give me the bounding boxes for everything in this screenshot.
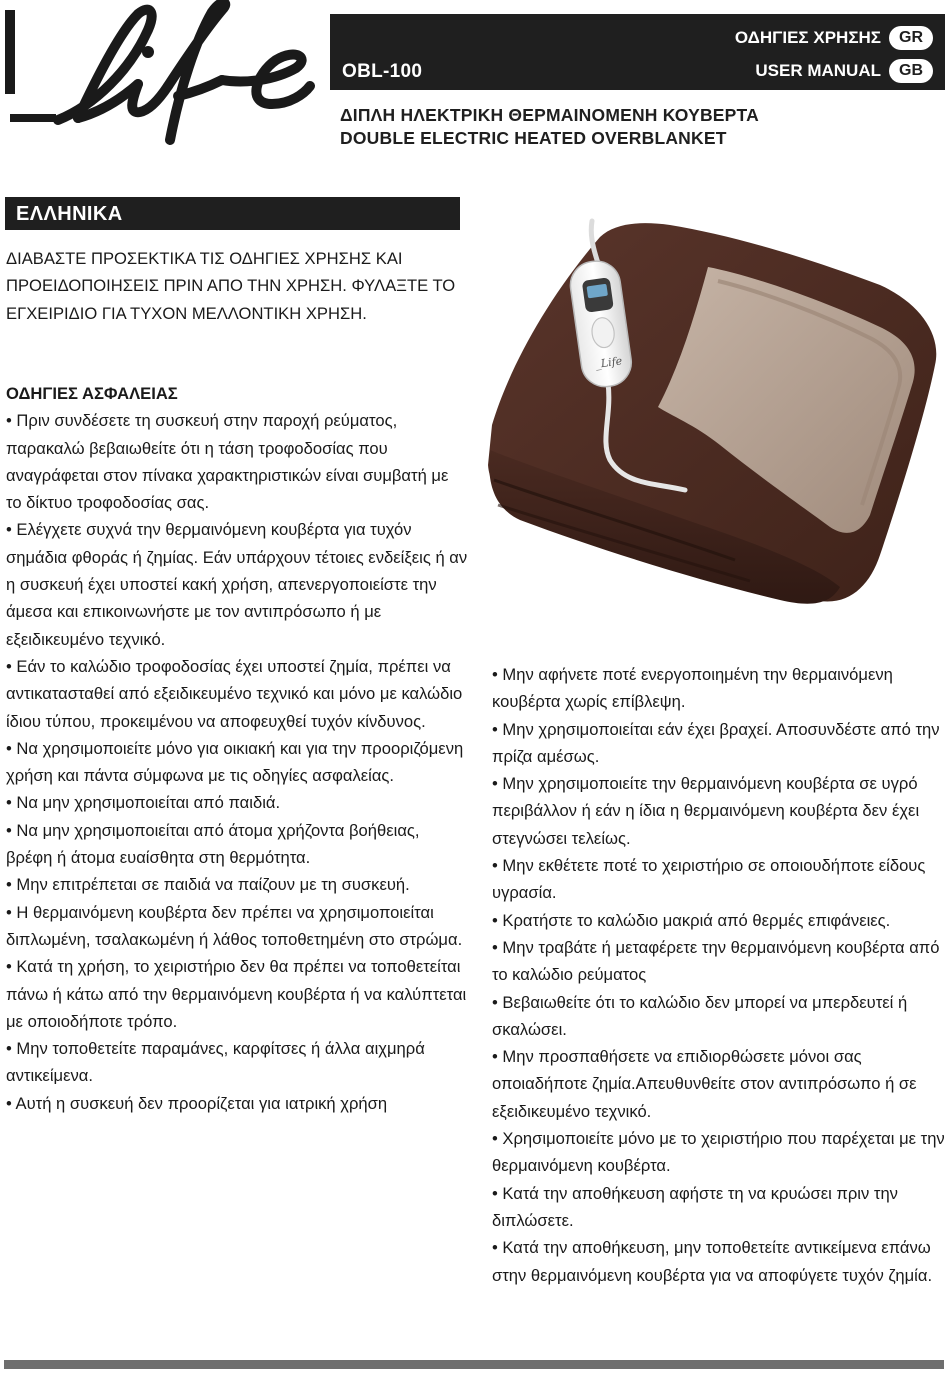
safety-item: • Κρατήστε το καλώδιο μακριά από θερμές επιφάνειες. bbox=[492, 910, 891, 930]
language-label-english: USER MANUAL bbox=[755, 61, 881, 80]
safety-item: • Πριν συνδέσετε τη συσκευή στην παροχή ρεύματος, παρακαλώ βεβαιωθείτε ότι η τάση τροφοδοσίας που αναγράφεται στον πίνακα χαρακτηριστικών είναι συμβατή με το δίκτυο τροφοδοσίας σας. bbox=[6, 411, 449, 513]
language-badge-gb: GB bbox=[889, 59, 933, 83]
safety-item: • Η θερμαινόμενη κουβέρτα δεν πρέπει να χρησιμοποιείται διπλωμένη, τσαλακωμένη ή λάθος τοποθετημένη στο στρώμα. bbox=[6, 902, 463, 949]
safety-item: • Χρησιμοποιείτε μόνο με το χειριστήριο που παρέχεται με την θερμαινόμενη κουβέρτα. bbox=[492, 1129, 945, 1176]
product-title-english: DOUBLE ELECTRIC HEATED OVERBLANKET bbox=[340, 128, 727, 148]
safety-item: • Να μην χρησιμοποιείται από άτομα χρήζοντα βοήθειας, βρέφη ή άτομα ευαίσθητα στη θερμότητα. bbox=[6, 820, 420, 868]
safety-column-right bbox=[492, 661, 947, 1289]
safety-item: • Μην χρησιμοποιείτε την θερμαινόμενη κουβέρτα σε υγρό περιβάλλον ή εάν η ίδια η θερμαινόμενη κουβέρτα δεν έχει στεγνώσει τελείως. bbox=[492, 774, 920, 848]
language-label-greek: ΟΔΗΓΙΕΣ ΧΡΗΣΗΣ bbox=[734, 28, 881, 47]
model-number: OBL-100 bbox=[342, 61, 423, 82]
safety-item: • Αυτή η συσκευή δεν προορίζεται για ιατρική χρήση bbox=[6, 1093, 388, 1113]
svg-text:_Life: _Life bbox=[594, 354, 624, 371]
section-title: ΕΛΛΗΝΙΚΑ bbox=[16, 203, 123, 225]
safety-item: • Μην εκθέτετε ποτέ το χειριστήριο σε οποιουδήποτε είδους υγρασία. bbox=[492, 856, 926, 903]
blanket-illustration bbox=[480, 215, 945, 635]
safety-item: • Κατά τη χρήση, το χειριστήριο δεν θα πρέπει να τοποθετείται πάνω ή κάτω από την θερμαινόμενη κουβέρτα ή να καλύπτεται με οποιοδήποτε τρόπο. bbox=[6, 957, 467, 1031]
safety-column-left bbox=[6, 380, 468, 1117]
life-logo bbox=[0, 0, 318, 150]
safety-item: • Ελέγχετε συχνά την θερμαινόμενη κουβέρτα για τυχόν σημάδια φθοράς ή ζημίας. Εάν υπάρχουν τέτοιες ενδείξεις ή αν η συσκευή έχει υποστεί κακή χρήση, απενεργοποιείστε την άμεσα και επικοινωνήστε με τον αντιπρόσωπο ή με εξειδικευμένο τεχνικό. bbox=[6, 520, 468, 649]
language-row-english bbox=[755, 59, 933, 83]
safety-item: • Βεβαιωθείτε ότι το καλώδιο δεν μπορεί να μπερδευτεί ή σκαλώσει. bbox=[492, 992, 908, 1039]
language-row-greek bbox=[735, 26, 933, 50]
safety-item: • Κατά την αποθήκευση αφήστε τη να κρυώσει πριν την διπλώσετε. bbox=[492, 1183, 898, 1230]
safety-item: • Μην προσπαθήσετε να επιδιορθώσετε μόνοι σας οποιαδήποτε ζημία.Απευθυνθείτε στον αντιπρόσωπο ή σε εξειδικευμένο τεχνικό. bbox=[492, 1047, 917, 1121]
footer-rule bbox=[4, 1360, 944, 1369]
safety-item: • Μην επιτρέπεται σε παιδιά να παίζουν με τη συσκευή. bbox=[6, 875, 410, 895]
safety-item: • Εάν το καλώδιο τροφοδοσίας έχει υποστεί ζημία, πρέπει να αντικατασταθεί από εξειδικευμένο τεχνικό και μόνο με καλώδιο ίδιου τύπου, προκειμένου να αποφευχθεί τυχόν κίνδυνος. bbox=[6, 656, 463, 731]
safety-item: • Να μην χρησιμοποιείται από παιδιά. bbox=[6, 793, 281, 813]
safety-item: • Κατά την αποθήκευση, μην τοποθετείτε αντικείμενα επάνω στην θερμαινόμενη κουβέρτα για να αποφύγετε τυχόν ζημία. bbox=[492, 1238, 933, 1285]
safety-item: • Να χρησιμοποιείτε μόνο για οικιακή και για την προοριζόμενη χρήση και πάντα σύμφωνα με τις οδηγίες ασφαλείας. bbox=[6, 738, 464, 786]
safety-item: • Μην τοποθετείτε παραμάνες, καρφίτσες ή άλλα αιχμηρά αντικείμενα. bbox=[6, 1039, 425, 1086]
intro-text: ΔΙΑΒΑΣΤΕ ΠΡΟΣΕΚΤΙΚΑ ΤΙΣ ΟΔΗΓΙΕΣ ΧΡΗΣΗΣ ΚΑΙ ΠΡΟΕΙΔΟΠΟΙΗΣΕΙΣ ΠΡΙΝ ΑΠΟ ΤΗΝ ΧΡΗΣΗ. ΦΥΛΑΞΤΕ ΤΟ ΕΓΧΕΙΡΙΔΙΟ ΓΙΑ ΤΥΧΟΝ ΜΕΛΛΟΝΤΙΚΗ ΧΡΗΣΗ. bbox=[6, 249, 456, 323]
language-badge-gr: GR bbox=[889, 26, 933, 50]
product-title-greek: ΔΙΠΛΗ ΗΛΕΚΤΡΙΚΗ ΘΕΡΜΑΙΝΟΜΕΝΗ ΚΟΥΒΕΡΤΑ bbox=[340, 105, 759, 125]
safety-heading: ΟΔΗΓΙΕΣ ΑΣΦΑΛΕΙΑΣ bbox=[6, 384, 178, 403]
section-bar bbox=[5, 197, 460, 230]
safety-item: • Μην τραβάτε ή μεταφέρετε την θερμαινόμενη κουβέρτα από το καλώδιο ρεύματος bbox=[492, 937, 940, 985]
safety-item: • Μην χρησιμοποιείται εάν έχει βραχεί. Αποσυνδέστε από την πρίζα αμέσως. bbox=[492, 719, 940, 766]
product-title bbox=[340, 104, 759, 150]
safety-item: • Μην αφήνετε ποτέ ενεργοποιημένη την θερμαινόμενη κουβέρτα χωρίς επίβλεψη. bbox=[492, 665, 893, 712]
header-bar bbox=[330, 14, 945, 90]
